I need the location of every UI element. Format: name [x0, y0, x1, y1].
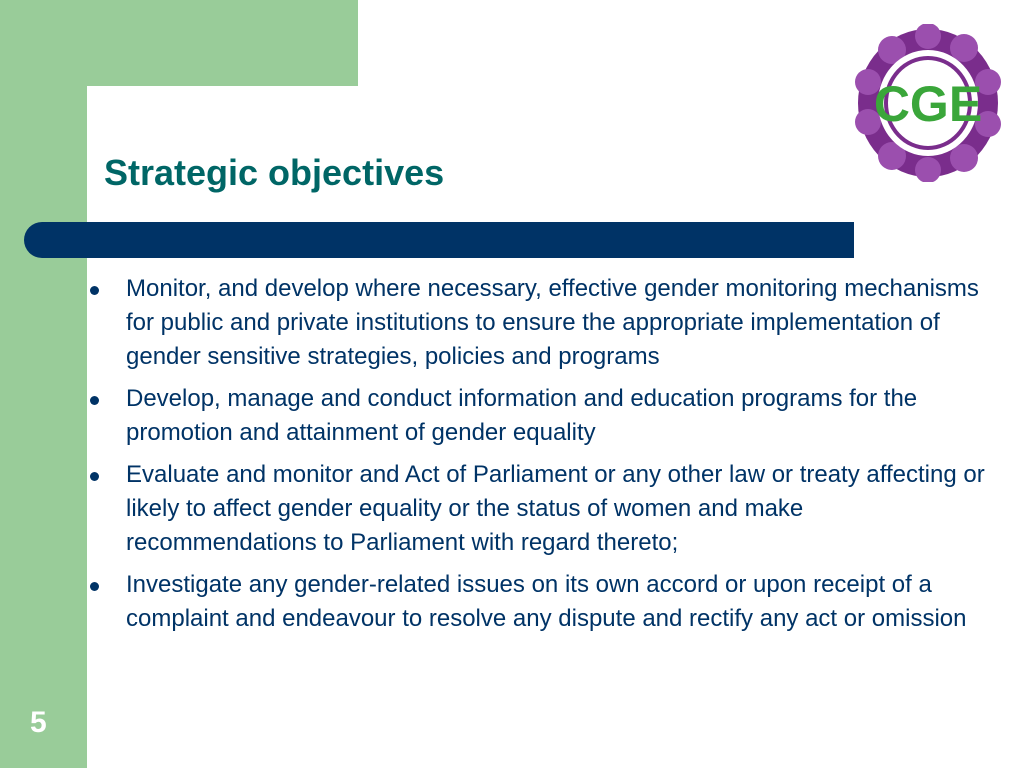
- bullet-icon: [90, 396, 99, 405]
- list-item: [86, 382, 986, 450]
- list-item: [86, 458, 986, 560]
- bullet-list: [86, 272, 986, 644]
- bullet-icon: [90, 582, 99, 591]
- slide-title: Strategic objectives: [104, 152, 445, 193]
- page-number: 5: [30, 706, 47, 739]
- bullet-text: Develop, manage and conduct information and education programs for the promotion and attainment of gender equality: [126, 385, 918, 446]
- title-underline-bar: [24, 222, 854, 258]
- bullet-text: Evaluate and monitor and Act of Parliament or any other law or treaty affecting or likely to affect gender equality or the status of women and make recommendations to Parliament with regard thereto;: [126, 461, 985, 556]
- cge-logo: [852, 24, 1004, 182]
- list-item: [86, 568, 986, 636]
- bullet-icon: [90, 472, 99, 481]
- bullet-text: Investigate any gender-related issues on its own accord or upon receipt of a complaint and endeavour to resolve any dispute and rectify any act or omission: [126, 571, 967, 632]
- green-frame-left: [0, 0, 87, 768]
- bullet-text: Monitor, and develop where necessary, effective gender monitoring mechanisms for public and private institutions to ensure the appropriate implementation of gender sensitive strategies, policies and programs: [126, 275, 979, 370]
- list-item: [86, 272, 986, 374]
- logo-letters: CGE: [873, 76, 983, 132]
- bullet-icon: [90, 286, 99, 295]
- green-frame-top: [0, 0, 358, 86]
